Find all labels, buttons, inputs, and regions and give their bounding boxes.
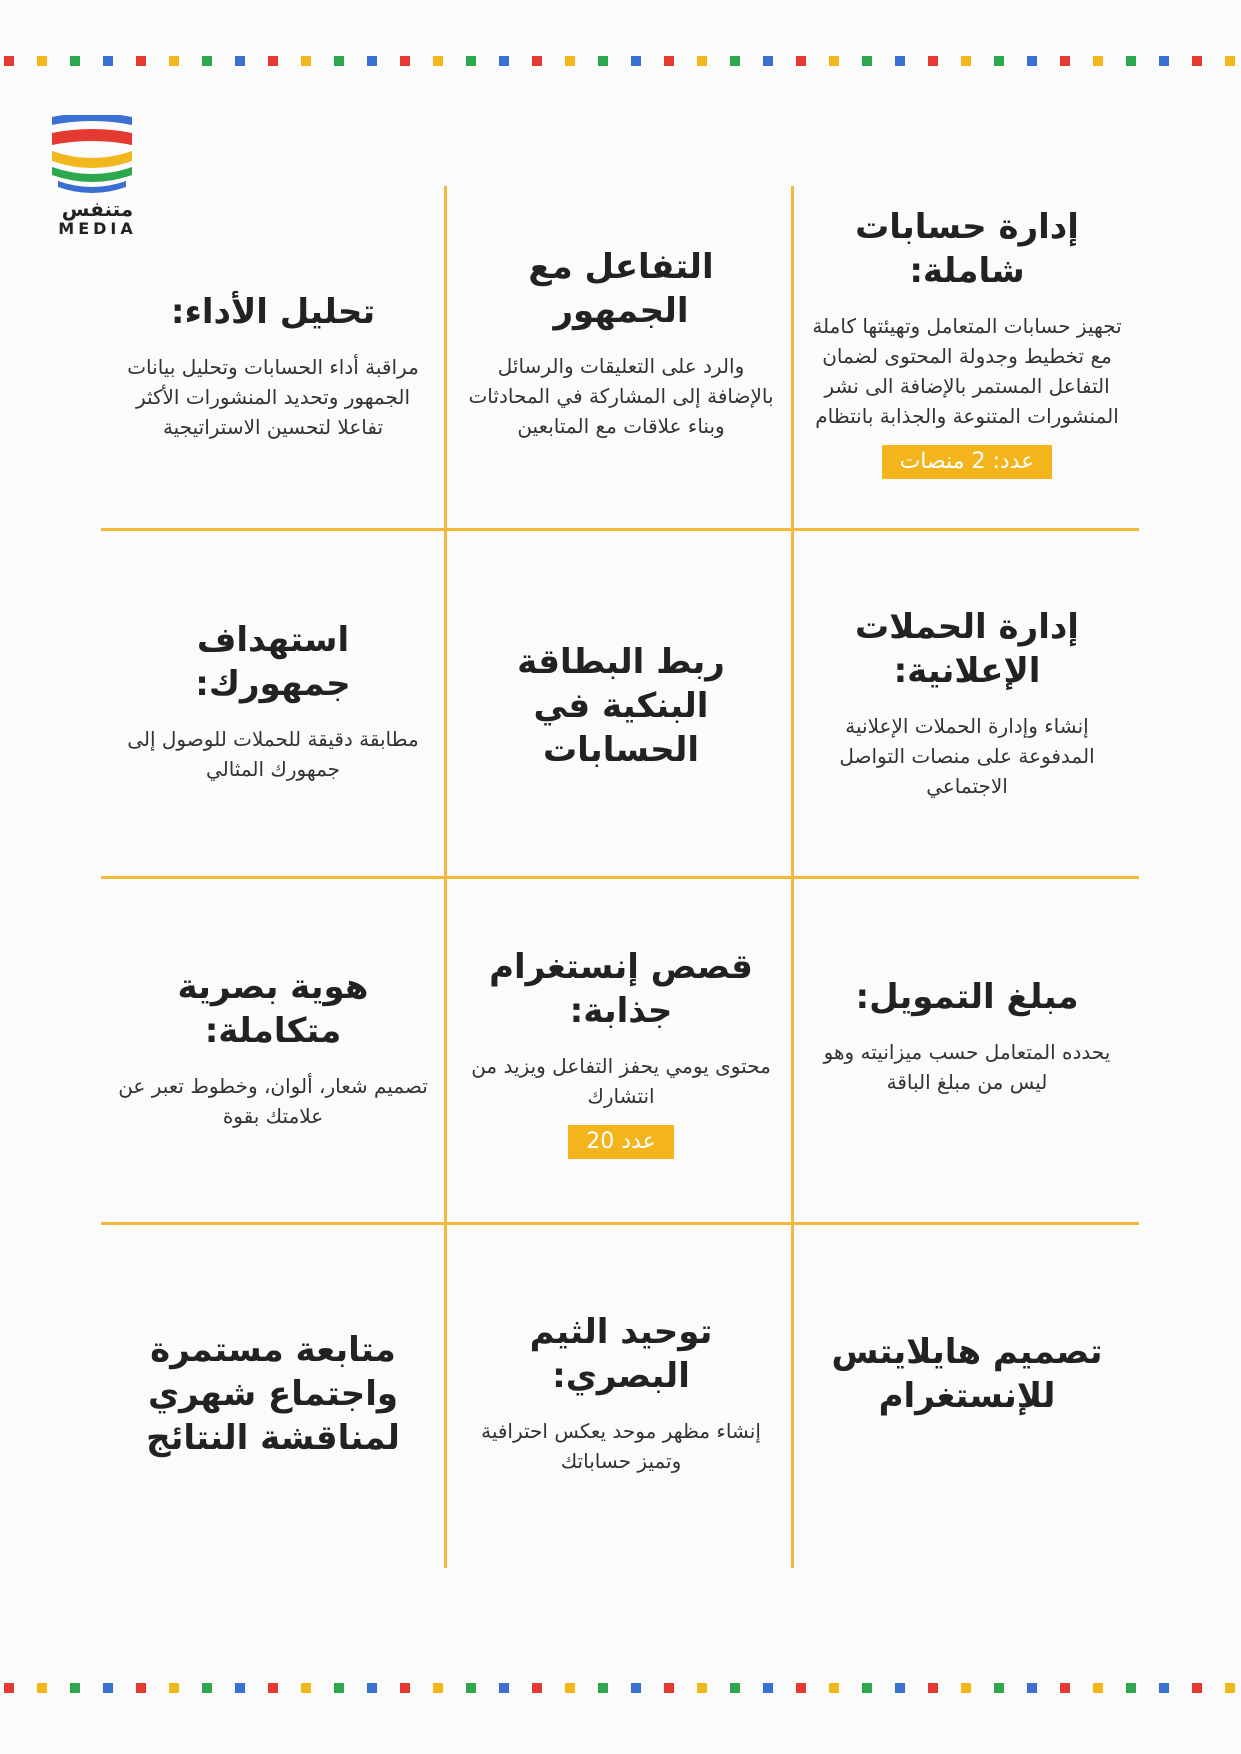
border-dot [367, 56, 377, 66]
border-dot [1192, 1683, 1202, 1693]
border-dot [928, 56, 938, 66]
border-dot [1060, 1683, 1070, 1693]
border-dot [730, 1683, 740, 1693]
border-dot [334, 56, 344, 66]
service-description: مراقبة أداء الحسابات وتحليل بيانات الجمهور وتحديد المنشورات الأكثر تفاعلا لتحسين الاستراتيجية [127, 355, 419, 439]
service-card [118, 290, 428, 442]
logo-arabic-text: متنفس [61, 197, 134, 221]
border-dot [763, 56, 773, 66]
border-dot [400, 1683, 410, 1693]
service-card [118, 965, 428, 1131]
logo [50, 115, 145, 238]
service-card [466, 1310, 776, 1476]
service-card [466, 640, 776, 772]
border-dot [433, 1683, 443, 1693]
border-dot [598, 1683, 608, 1693]
border-dot [730, 56, 740, 66]
border-dot [895, 1683, 905, 1693]
grid-divider-horizontal [101, 528, 1139, 531]
border-dot [1192, 56, 1202, 66]
service-card [118, 618, 428, 784]
service-title: إدارة الحملات الإعلانية: [855, 607, 1079, 691]
border-dot [961, 1683, 971, 1693]
border-dot [400, 56, 410, 66]
border-dot [664, 56, 674, 66]
service-title: متابعة مستمرة واجتماع شهري لمناقشة النتائج [146, 1330, 400, 1458]
service-card [466, 245, 776, 441]
border-dot [796, 1683, 806, 1693]
border-dot [697, 56, 707, 66]
service-title: تصميم هايلايتس للإنستغرام [831, 1332, 1103, 1416]
service-title: إدارة حسابات شاملة: [855, 207, 1079, 291]
border-dot [565, 56, 575, 66]
logo-english-text: MEDIA [58, 219, 137, 238]
border-dot [433, 56, 443, 66]
border-dot [895, 56, 905, 66]
service-description: مطابقة دقيقة للحملات للوصول إلى جمهورك المثالي [127, 727, 419, 781]
border-dot [169, 56, 179, 66]
border-dot [70, 1683, 80, 1693]
service-card [466, 945, 776, 1159]
border-dot [1159, 56, 1169, 66]
border-dot [268, 1683, 278, 1693]
border-dot [598, 56, 608, 66]
border-dot [1126, 56, 1136, 66]
border-dot [367, 1683, 377, 1693]
service-card [812, 1330, 1122, 1418]
border-dot [136, 1683, 146, 1693]
service-title: استهداف جمهورك: [195, 620, 351, 704]
service-description: تصميم شعار، ألوان، وخطوط تعبر عن علامتك بقوة [118, 1074, 428, 1128]
grid-divider-horizontal [101, 876, 1139, 879]
border-dot [268, 56, 278, 66]
service-title: مبلغ التمويل: [855, 977, 1079, 1017]
border-dot [532, 56, 542, 66]
border-dot [796, 56, 806, 66]
border-dot [301, 56, 311, 66]
border-dot [1060, 56, 1070, 66]
service-title: هوية بصرية متكاملة: [177, 967, 369, 1051]
border-dot [631, 1683, 641, 1693]
border-dot [1027, 56, 1037, 66]
service-title: تحليل الأداء: [170, 292, 376, 332]
top-dot-border [0, 56, 1241, 68]
service-description: تجهيز حسابات المتعامل وتهيئتها كاملة مع تخطيط وجدولة المحتوى لضمان التفاعل المستمر بالإضافة الى نشر المنشورات المتنوعة والجذابة بانتظام [812, 314, 1122, 428]
border-dot [136, 56, 146, 66]
border-dot [37, 56, 47, 66]
border-dot [4, 56, 14, 66]
border-dot [862, 1683, 872, 1693]
border-dot [1126, 1683, 1136, 1693]
count-badge: عدد 20 [568, 1125, 673, 1159]
service-description: محتوى يومي يحفز التفاعل ويزيد من انتشارك [471, 1054, 771, 1108]
service-card [118, 1328, 428, 1460]
border-dot [499, 1683, 509, 1693]
border-dot [631, 56, 641, 66]
border-dot [1093, 1683, 1103, 1693]
border-dot [961, 56, 971, 66]
border-dot [499, 56, 509, 66]
service-description: يحدده المتعامل حسب ميزانيته وهو ليس من مبلغ الباقة [823, 1040, 1111, 1094]
service-description: والرد على التعليقات والرسائل بالإضافة إلى المشاركة في المحادثات وبناء علاقات مع المتابعين [468, 354, 774, 438]
border-dot [202, 56, 212, 66]
border-dot [37, 1683, 47, 1693]
border-dot [1159, 1683, 1169, 1693]
border-dot [565, 1683, 575, 1693]
service-card [812, 975, 1122, 1097]
grid-divider-horizontal [101, 1222, 1139, 1225]
border-dot [103, 56, 113, 66]
border-dot [169, 1683, 179, 1693]
bottom-dot-border [0, 1683, 1241, 1695]
border-dot [829, 1683, 839, 1693]
service-description: إنشاء مظهر موحد يعكس احترافية وتميز حساباتك [481, 1419, 761, 1473]
border-dot [994, 56, 1004, 66]
service-title: التفاعل مع الجمهور [528, 247, 714, 331]
border-dot [466, 56, 476, 66]
border-dot [994, 1683, 1004, 1693]
border-dot [928, 1683, 938, 1693]
border-dot [862, 56, 872, 66]
border-dot [1093, 56, 1103, 66]
border-dot [301, 1683, 311, 1693]
border-dot [1225, 1683, 1235, 1693]
border-dot [202, 1683, 212, 1693]
count-badge: عدد: 2 منصات [882, 445, 1053, 479]
border-dot [1027, 1683, 1037, 1693]
border-dot [532, 1683, 542, 1693]
border-dot [763, 1683, 773, 1693]
border-dot [235, 1683, 245, 1693]
service-title: توحيد الثيم البصري: [529, 1312, 713, 1396]
border-dot [697, 1683, 707, 1693]
logo-stripes-icon [50, 115, 134, 195]
service-title: قصص إنستغرام جذابة: [489, 947, 753, 1031]
service-card [812, 205, 1122, 479]
service-description: إنشاء وإدارة الحملات الإعلانية المدفوعة على منصات التواصل الاجتماعي [839, 714, 1095, 798]
border-dot [829, 56, 839, 66]
service-card [812, 605, 1122, 801]
border-dot [334, 1683, 344, 1693]
border-dot [466, 1683, 476, 1693]
service-title: ربط البطاقة البنكية في الحسابات [517, 642, 725, 770]
border-dot [70, 56, 80, 66]
border-dot [1225, 56, 1235, 66]
border-dot [664, 1683, 674, 1693]
border-dot [4, 1683, 14, 1693]
border-dot [103, 1683, 113, 1693]
border-dot [235, 56, 245, 66]
